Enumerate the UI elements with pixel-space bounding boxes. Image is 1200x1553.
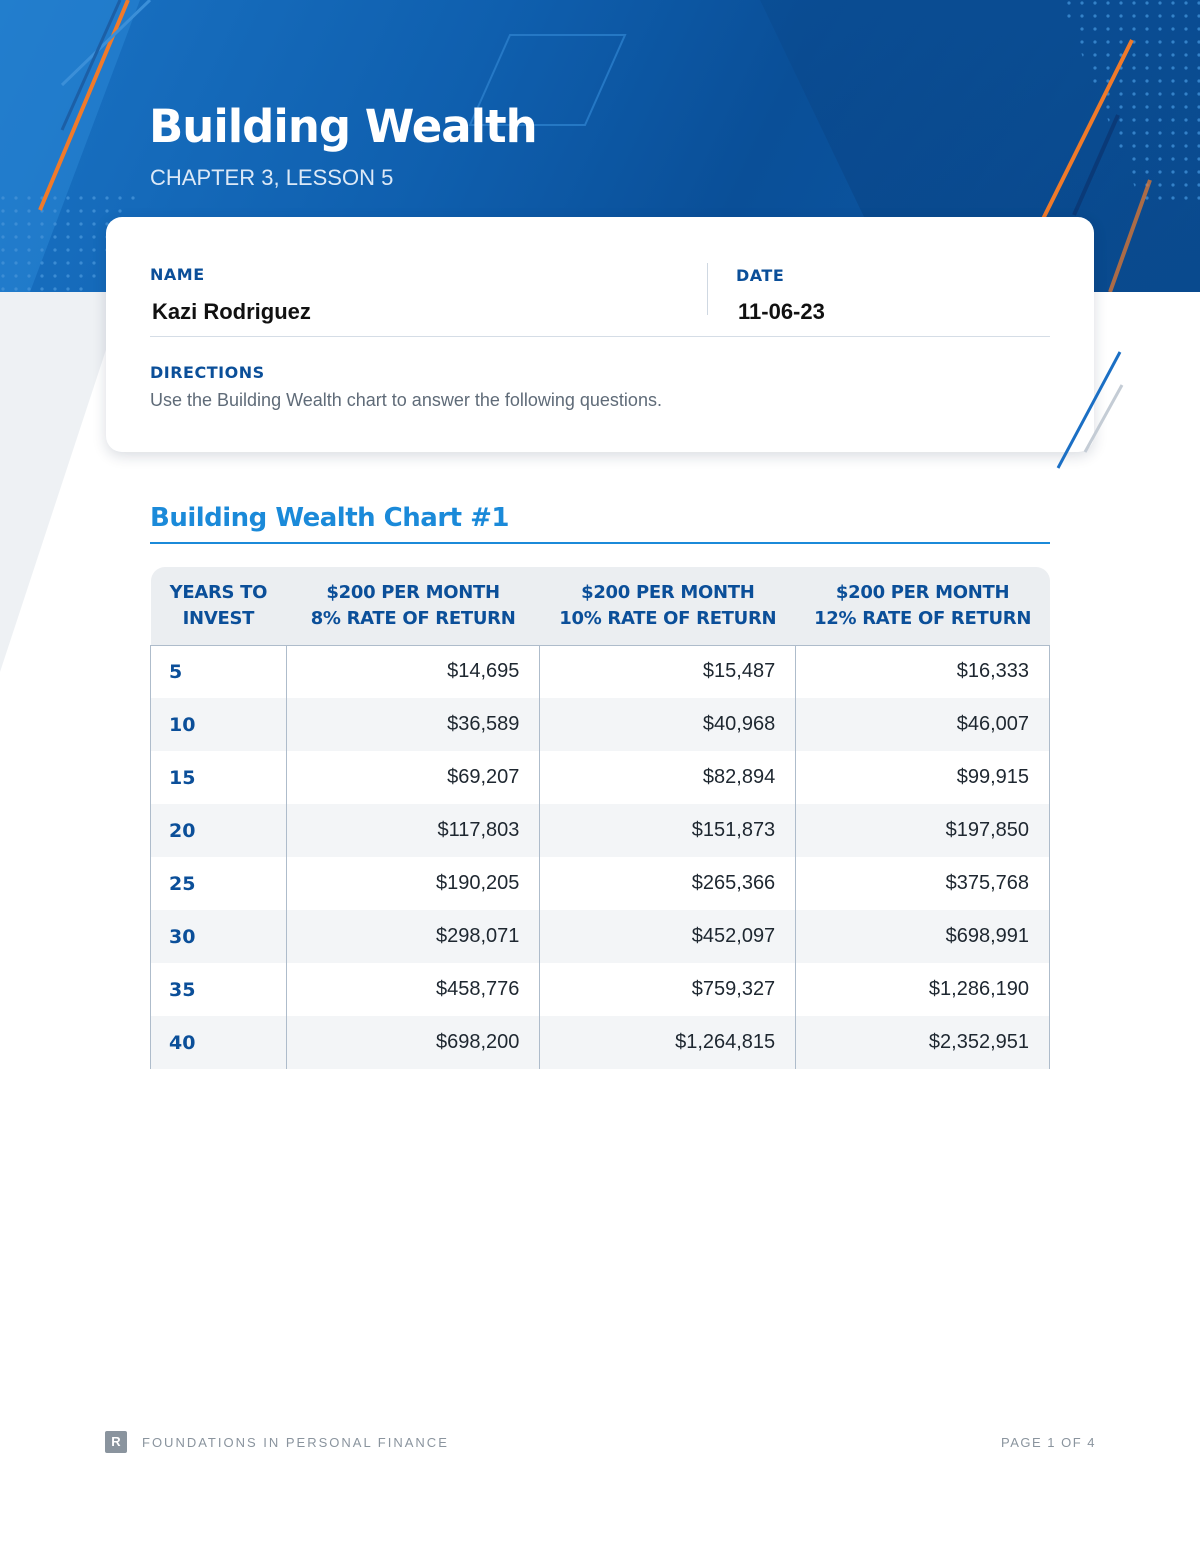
value-cell-12: $197,850 — [796, 804, 1050, 857]
years-cell: 10 — [151, 698, 287, 751]
value-cell-12: $16,333 — [796, 645, 1050, 698]
name-field[interactable]: Kazi Rodriguez — [152, 299, 311, 324]
table-row — [151, 963, 1050, 1016]
value-cell-8: $298,071 — [286, 910, 540, 963]
document-title: Building Wealth — [149, 100, 537, 153]
header-line: $200 PER MONTH — [581, 581, 755, 603]
value-cell-12: $698,991 — [796, 910, 1050, 963]
header-10-percent — [540, 567, 796, 645]
years-cell: 20 — [151, 804, 287, 857]
brand-logo-icon: R — [105, 1431, 127, 1453]
value-cell-12: $2,352,951 — [796, 1016, 1050, 1069]
header-line: $200 PER MONTH — [835, 581, 1010, 603]
date-label: DATE — [736, 266, 785, 285]
value-cell-8: $698,200 — [286, 1016, 540, 1069]
table-row — [151, 857, 1050, 910]
value-cell-8: $14,695 — [286, 645, 540, 698]
field-divider — [707, 263, 708, 315]
name-label: NAME — [150, 265, 205, 284]
value-cell-10: $40,968 — [540, 698, 796, 751]
student-info-card — [106, 217, 1094, 452]
years-cell: 5 — [151, 645, 287, 698]
value-cell-8: $36,589 — [286, 698, 540, 751]
value-cell-10: $759,327 — [540, 963, 796, 1016]
directions-text: Use the Building Wealth chart to answer the following questions. — [150, 390, 662, 410]
table-row — [151, 910, 1050, 963]
value-cell-8: $458,776 — [286, 963, 540, 1016]
table-row — [151, 804, 1050, 857]
table-row — [151, 1016, 1050, 1069]
years-cell: 40 — [151, 1016, 287, 1069]
value-cell-10: $265,366 — [540, 857, 796, 910]
chapter-lesson-subtitle: CHAPTER 3, LESSON 5 — [150, 165, 394, 190]
header-line: INVEST — [182, 607, 255, 629]
value-cell-10: $151,873 — [540, 804, 796, 857]
table-row — [151, 698, 1050, 751]
date-field[interactable]: 11-06-23 — [738, 299, 825, 324]
value-cell-10: $82,894 — [540, 751, 796, 804]
value-cell-8: $117,803 — [286, 804, 540, 857]
page-number: PAGE 1 OF 4 — [1000, 1435, 1096, 1450]
header-line: 12% RATE OF RETURN — [814, 607, 1032, 629]
table-row — [151, 751, 1050, 804]
table-header-row — [151, 567, 1050, 645]
side-stripes-decoration — [1040, 340, 1140, 480]
building-wealth-table — [150, 567, 1050, 1069]
value-cell-12: $46,007 — [796, 698, 1050, 751]
header-years-to-invest — [151, 567, 287, 645]
card-divider — [150, 336, 1050, 337]
years-cell: 15 — [151, 751, 287, 804]
value-cell-10: $1,264,815 — [540, 1016, 796, 1069]
years-cell: 25 — [151, 857, 287, 910]
value-cell-12: $375,768 — [796, 857, 1050, 910]
value-cell-10: $15,487 — [540, 645, 796, 698]
value-cell-8: $190,205 — [286, 857, 540, 910]
chart-section-title: Building Wealth Chart #1 — [150, 503, 509, 533]
value-cell-10: $452,097 — [540, 910, 796, 963]
value-cell-8: $69,207 — [286, 751, 540, 804]
years-cell: 30 — [151, 910, 287, 963]
table-row — [151, 645, 1050, 698]
value-cell-12: $1,286,190 — [796, 963, 1050, 1016]
header-line: YEARS TO — [169, 581, 268, 603]
footer-course-name: FOUNDATIONS IN PERSONAL FINANCE — [142, 1435, 449, 1450]
header-8-percent — [286, 567, 540, 645]
section-rule — [150, 542, 1050, 544]
years-cell: 35 — [151, 963, 287, 1016]
header-line: 8% RATE OF RETURN — [310, 607, 516, 629]
header-line: $200 PER MONTH — [326, 581, 500, 603]
value-cell-12: $99,915 — [796, 751, 1050, 804]
directions-label: DIRECTIONS — [150, 363, 265, 382]
header-12-percent — [796, 567, 1050, 645]
header-line: 10% RATE OF RETURN — [559, 607, 777, 629]
